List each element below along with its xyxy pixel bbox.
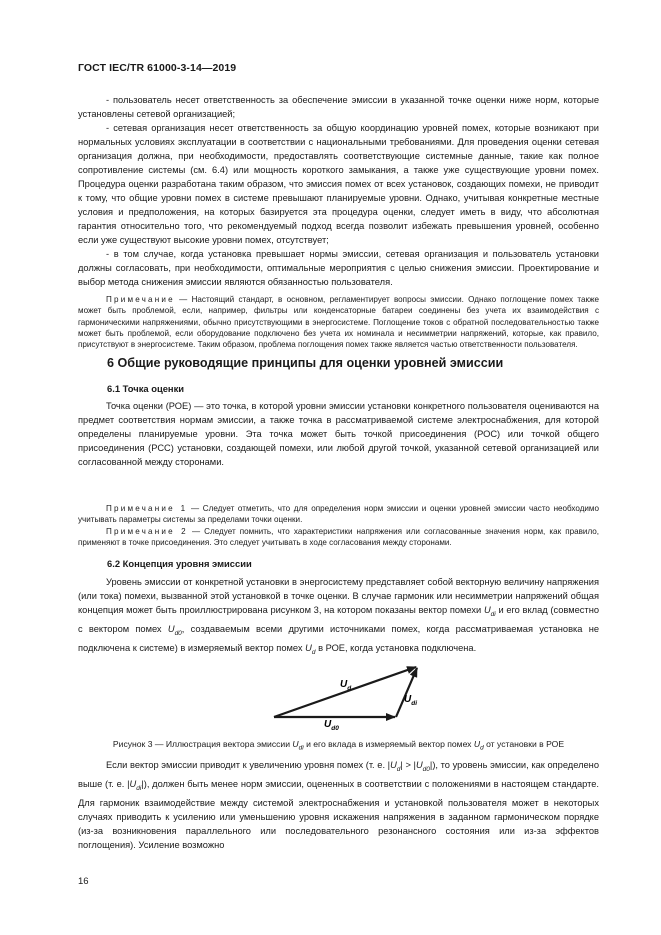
- vector-ud-label: $U_d$: [340, 679, 352, 692]
- vector-ud-arrow: [274, 667, 416, 717]
- section-6-1-title: 6.1 Точка оценки: [107, 383, 185, 394]
- note-2: [78, 526, 599, 549]
- figure-caption: Рисунок 3 — Иллюстрация вектора эмиссии $U_{di}$ и его вклада в измеряемый вектор помех $U_d$ от установки в РОЕ: [112, 739, 565, 752]
- closing-paragraph: Если вектор эмиссии приводит к увеличению уровня помех (т. е. $|U_d| > |U_{d0}|$), то уровень эмиссии, как определено выше (т. е. $|U_{di}|$), должен быть менее норм эмиссии, оцененных в соответствии с положениями в настоящем стандарте. Для гармоник взаимодействие между системой электроснабжения и установкой пользователя может в некоторых случаях приводить к усилению или уменьшению уровня искажения напряжения в заданном гармоническом порядке (из-за возникновения параллельного или последовательного резонансного состояния или из-за эффектов поглощения). Усиление возможно: [78, 760, 600, 850]
- responsibility-item-agreement: - в том случае, когда установка превышает нормы эмиссии, сетевая организация и пользователь установки должны согласовать, при необходимости, оптимальные мероприятия с целью снижения эмиссии. Проектирование и выбор метода снижения эмиссии являются обязанностью пользователя.: [78, 249, 599, 287]
- section-6-1-paragraph: Точка оценки (РОЕ) — это точка, в которой уровни эмиссии установки конкретного пользователя оцениваются на предмет соответствия нормам эмиссии, а также точка в рассматриваемой системе электроснабжения, для которой определены планируемые уровни. Эта точка может быть точкой присоединения (РОС) или точкой общего присоединения (РСС) установки, создающей помехи, или любой другой точкой, указанной сетевой организацией или согласованной между сторонами.: [78, 401, 599, 467]
- section-6-2-title: 6.2 Концепция уровня эмиссии: [107, 558, 252, 569]
- section-6-title: 6 Общие руководящие принципы для оценки уровней эмиссии: [107, 356, 504, 370]
- note-1: [78, 503, 599, 526]
- vector-udi-label: $U_{di}$: [404, 694, 418, 707]
- document-header: ГОСТ IEC/TR 61000-3-14—2019: [78, 62, 237, 74]
- note-text: — Настоящий стандарт, в основном, регламентирует вопросы эмиссии. Однако поглощение помех также может быть проблемой, если, например, фильтры или конденсаторные батареи соединены без учета их взаимодействия с гармоническими напряжениями, обычно присутствующими в энергосистеме. Поглощение токов с обратной последовательностью также может быть проблемой, если оборудование подключено без учета их номинала и несимметрии напряжений, которые, как правило, присутствуют в энергосистеме. Таким образом, проблема поглощения помех также является частью ответственности пользователя.: [78, 295, 599, 350]
- responsibility-item-user: - пользователь несет ответственность за обеспечение эмиссии в указанной точке оценки ниже норм, которые установлены сетевой организацией;: [78, 95, 599, 119]
- note-label: Примечание: [106, 295, 175, 304]
- vector-udi-arrow: [396, 668, 417, 717]
- note-2-label: Примечание 2: [106, 527, 188, 536]
- note-1-text: — Следует отметить, что для определения норм эмиссии и оценки уровней эмиссии часто необходимо учитывать параметры системы за пределами точки оценки.: [78, 504, 599, 525]
- section-6-2-paragraph: Уровень эмиссии от конкретной установки в энергосистему представляет собой векторную величину напряжения (или тока) помехи, вызванной этой установкой в точке оценки. В случае гармоник или несимметрии напряжений общая концепция может быть проиллюстрирована рисунком 3, на котором показаны вектор помехи $U_{di}$ и его вклад (совместно с вектором помех $U_{d0}$, создаваемым всеми другими источниками помех, когда рассматриваемая установка не подключена к системе) в измеряемый вектор помех $U_d$ в РОЕ, когда установка подключена.: [78, 577, 599, 656]
- note-intro: [78, 294, 599, 350]
- note-2-text: — Следует помнить, что характеристики напряжения или согласованные значения норм, как правило, применяют в точке присоединения. Это следует учитывать в ходе согласования между сторонами.: [78, 527, 600, 548]
- vector-diagram: [260, 660, 440, 730]
- responsibility-item-network: - сетевая организация несет ответственность за общую координацию уровней помех, которые возникают при нормальных условиях эксплуатации в соответствии с национальными требованиями. Для проведения оценки сетевая организация должна, при необходимости, предоставлять соответствующие системные данные, такие как полное сопротивление системы (см. 6.4) или мощность короткого замыкания, а также уже существующие уровни помех. Процедура оценки разработана таким образом, что эмиссия помех от всех установок, создающих помехи, не приводит к тому, что общие уровни помех в системе превышают планируемые уровни. Однако, учитывая конкретные местные условия и предположения, на которых базируется эта процедура оценки, следует иметь в виду, что абсолютная гарантия относительно того, что рекомендуемый подход всегда позволит избежать превышения уровней, особенно если уже существуют высокие уровни помех, отсутствует;: [78, 123, 599, 245]
- vector-ud0-label: $U_{d0}$: [324, 719, 339, 730]
- note-1-label: Примечание 1: [106, 504, 188, 513]
- page-number: 16: [78, 876, 89, 887]
